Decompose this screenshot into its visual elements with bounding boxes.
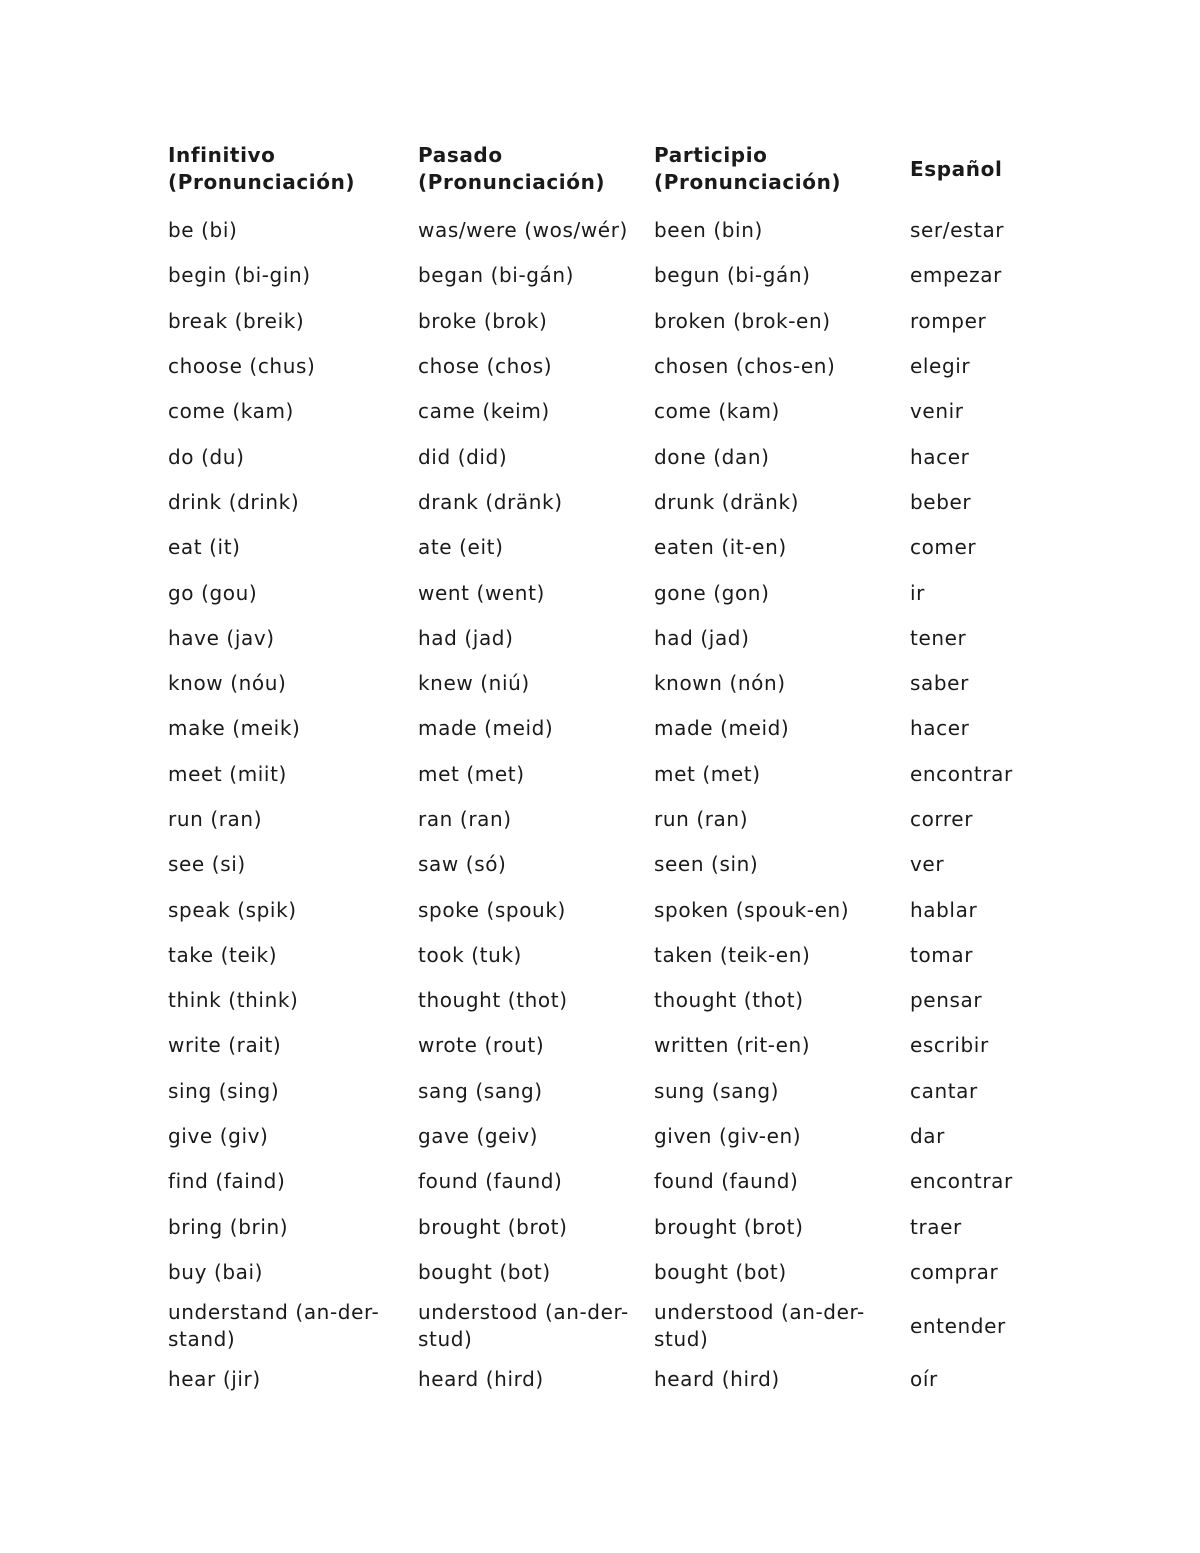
cell-pasado: wrote (rout) <box>418 1033 545 1058</box>
cell-participio: heard (hird) <box>654 1367 780 1392</box>
cell-participio: done (dan) <box>654 444 770 469</box>
cell-pasado: knew (niú) <box>418 671 530 696</box>
header-participio-title: Participio <box>654 143 768 167</box>
cell-participio: gone (gon) <box>654 580 770 605</box>
cell-infinitivo: write (rait) <box>168 1033 282 1058</box>
irregular-verbs-table <box>168 140 1048 1402</box>
cell-pasado: went (went) <box>418 580 545 605</box>
cell-infinitivo: give (giv) <box>168 1124 269 1149</box>
table-row <box>168 253 1048 298</box>
cell-pasado: was/were (wos/wér) <box>418 218 628 243</box>
cell-espanol: hacer <box>910 444 970 469</box>
cell-infinitivo: speak (spik) <box>168 897 297 922</box>
cell-participio: found (faund) <box>654 1169 799 1194</box>
cell-infinitivo: buy (bai) <box>168 1259 264 1284</box>
table-row <box>168 1205 1048 1250</box>
cell-espanol: tomar <box>910 942 974 967</box>
cell-participio: known (nón) <box>654 671 786 696</box>
cell-espanol: romper <box>910 308 987 333</box>
table-row <box>168 1357 1048 1402</box>
cell-espanol: oír <box>910 1367 938 1392</box>
header-infinitivo <box>168 140 418 208</box>
cell-participio: eaten (it-en) <box>654 535 787 560</box>
cell-pasado: made (meid) <box>418 716 554 741</box>
header-espanol <box>910 140 1048 208</box>
cell-participio: begun (bi-gán) <box>654 263 811 288</box>
cell-espanol: comprar <box>910 1259 999 1284</box>
cell-participio: given (giv-en) <box>654 1124 802 1149</box>
table-row <box>168 480 1048 525</box>
cell-infinitivo: meet (miit) <box>168 761 287 786</box>
table-row <box>168 978 1048 1023</box>
cell-pasado: ran (ran) <box>418 807 512 831</box>
table-row <box>168 933 1048 978</box>
cell-participio: taken (teik-en) <box>654 942 811 967</box>
cell-participio: thought (thot) <box>654 988 804 1013</box>
cell-infinitivo: choose (chus) <box>168 354 316 379</box>
cell-espanol: encontrar <box>910 1169 1013 1194</box>
cell-pasado: did (did) <box>418 444 508 469</box>
cell-infinitivo: bring (brin) <box>168 1214 289 1239</box>
table-row <box>168 1159 1048 1204</box>
cell-infinitivo: do (du) <box>168 444 245 469</box>
cell-participio: bought (bot) <box>654 1259 787 1284</box>
table-row <box>168 1250 1048 1295</box>
cell-espanol: elegir <box>910 354 971 379</box>
cell-espanol: encontrar <box>910 761 1013 786</box>
cell-infinitivo: eat (it) <box>168 535 241 560</box>
cell-participio: met (met) <box>654 761 761 786</box>
table-row <box>168 706 1048 751</box>
document-page <box>168 140 1048 1402</box>
table-row <box>168 389 1048 434</box>
cell-infinitivo: run (ran) <box>168 807 263 831</box>
header-infinitivo-subtitle: (Pronunciación) <box>168 170 356 194</box>
cell-participio: written (rit-en) <box>654 1033 811 1058</box>
cell-espanol: dar <box>910 1124 945 1149</box>
cell-pasado: understood (an-der-stud) <box>418 1300 629 1352</box>
cell-infinitivo: begin (bi-gin) <box>168 263 311 288</box>
cell-espanol: venir <box>910 399 964 424</box>
cell-pasado: took (tuk) <box>418 942 522 967</box>
cell-pasado: saw (só) <box>418 852 507 877</box>
cell-infinitivo: think (think) <box>168 988 299 1013</box>
cell-espanol: correr <box>910 807 974 831</box>
cell-participio: made (meid) <box>654 716 790 741</box>
cell-infinitivo: break (breik) <box>168 308 305 333</box>
cell-infinitivo: go (gou) <box>168 580 258 605</box>
cell-espanol: escribir <box>910 1033 989 1058</box>
cell-infinitivo: find (faind) <box>168 1169 286 1194</box>
cell-pasado: sang (sang) <box>418 1078 543 1103</box>
cell-espanol: hablar <box>910 897 978 922</box>
cell-participio: run (ran) <box>654 807 749 831</box>
cell-pasado: ate (eit) <box>418 535 504 560</box>
table-row <box>168 661 1048 706</box>
header-pasado-subtitle: (Pronunciación) <box>418 170 606 194</box>
cell-infinitivo: take (teik) <box>168 942 278 967</box>
table-row <box>168 525 1048 570</box>
cell-participio: understood (an-der-stud) <box>654 1300 865 1352</box>
cell-participio: brought (brot) <box>654 1214 804 1239</box>
header-participio <box>654 140 910 208</box>
cell-espanol: empezar <box>910 263 1002 288</box>
cell-infinitivo: have (jav) <box>168 625 275 650</box>
cell-participio: drunk (dränk) <box>654 489 800 514</box>
cell-espanol: tener <box>910 625 967 650</box>
cell-pasado: bought (bot) <box>418 1259 551 1284</box>
cell-espanol: hacer <box>910 716 970 741</box>
cell-pasado: came (keim) <box>418 399 550 424</box>
table-row <box>168 797 1048 842</box>
cell-pasado: found (faund) <box>418 1169 563 1194</box>
cell-pasado: gave (geiv) <box>418 1124 539 1149</box>
cell-espanol: ir <box>910 580 925 605</box>
cell-infinitivo: understand (an-der-stand) <box>168 1300 380 1352</box>
table-row <box>168 752 1048 797</box>
cell-infinitivo: be (bi) <box>168 218 238 243</box>
table-row <box>168 208 1048 253</box>
table-body <box>168 208 1048 1402</box>
cell-participio: sung (sang) <box>654 1078 780 1103</box>
cell-espanol: comer <box>910 535 977 560</box>
table-row <box>168 434 1048 479</box>
cell-espanol: beber <box>910 489 972 514</box>
cell-participio: broken (brok-en) <box>654 308 831 333</box>
table-row <box>168 616 1048 661</box>
cell-espanol: pensar <box>910 988 983 1013</box>
cell-pasado: heard (hird) <box>418 1367 544 1392</box>
cell-infinitivo: sing (sing) <box>168 1078 280 1103</box>
cell-pasado: began (bi-gán) <box>418 263 575 288</box>
cell-participio: spoken (spouk-en) <box>654 897 850 922</box>
cell-infinitivo: know (nóu) <box>168 671 287 696</box>
cell-espanol: cantar <box>910 1078 978 1103</box>
cell-pasado: chose (chos) <box>418 354 553 379</box>
table-row <box>168 1295 1048 1357</box>
cell-pasado: spoke (spouk) <box>418 897 566 922</box>
cell-espanol: entender <box>910 1313 1006 1338</box>
table-row <box>168 887 1048 932</box>
cell-pasado: brought (brot) <box>418 1214 568 1239</box>
cell-infinitivo: drink (drink) <box>168 489 300 514</box>
cell-espanol: saber <box>910 671 969 696</box>
cell-pasado: met (met) <box>418 761 525 786</box>
table-row <box>168 1114 1048 1159</box>
cell-espanol: ver <box>910 852 945 877</box>
cell-espanol: ser/estar <box>910 218 1005 243</box>
cell-participio: chosen (chos-en) <box>654 354 836 379</box>
table-row <box>168 842 1048 887</box>
header-pasado-title: Pasado <box>418 143 503 167</box>
header-pasado <box>418 140 654 208</box>
table-header-row <box>168 140 1048 208</box>
cell-participio: been (bin) <box>654 218 763 243</box>
cell-infinitivo: hear (jir) <box>168 1367 261 1392</box>
cell-participio: seen (sin) <box>654 852 759 877</box>
cell-pasado: thought (thot) <box>418 988 568 1013</box>
cell-pasado: broke (brok) <box>418 308 548 333</box>
header-participio-subtitle: (Pronunciación) <box>654 170 842 194</box>
header-espanol-title: Español <box>910 156 1003 181</box>
cell-infinitivo: make (meik) <box>168 716 301 741</box>
cell-infinitivo: see (si) <box>168 852 246 877</box>
table-row <box>168 1023 1048 1068</box>
cell-participio: had (jad) <box>654 625 750 650</box>
table-row <box>168 570 1048 615</box>
cell-pasado: drank (dränk) <box>418 489 563 514</box>
table-row <box>168 344 1048 389</box>
table-row <box>168 299 1048 344</box>
cell-pasado: had (jad) <box>418 625 514 650</box>
cell-espanol: traer <box>910 1214 962 1239</box>
table-row <box>168 1069 1048 1114</box>
cell-participio: come (kam) <box>654 399 780 424</box>
cell-infinitivo: come (kam) <box>168 399 294 424</box>
header-infinitivo-title: Infinitivo <box>168 143 276 167</box>
